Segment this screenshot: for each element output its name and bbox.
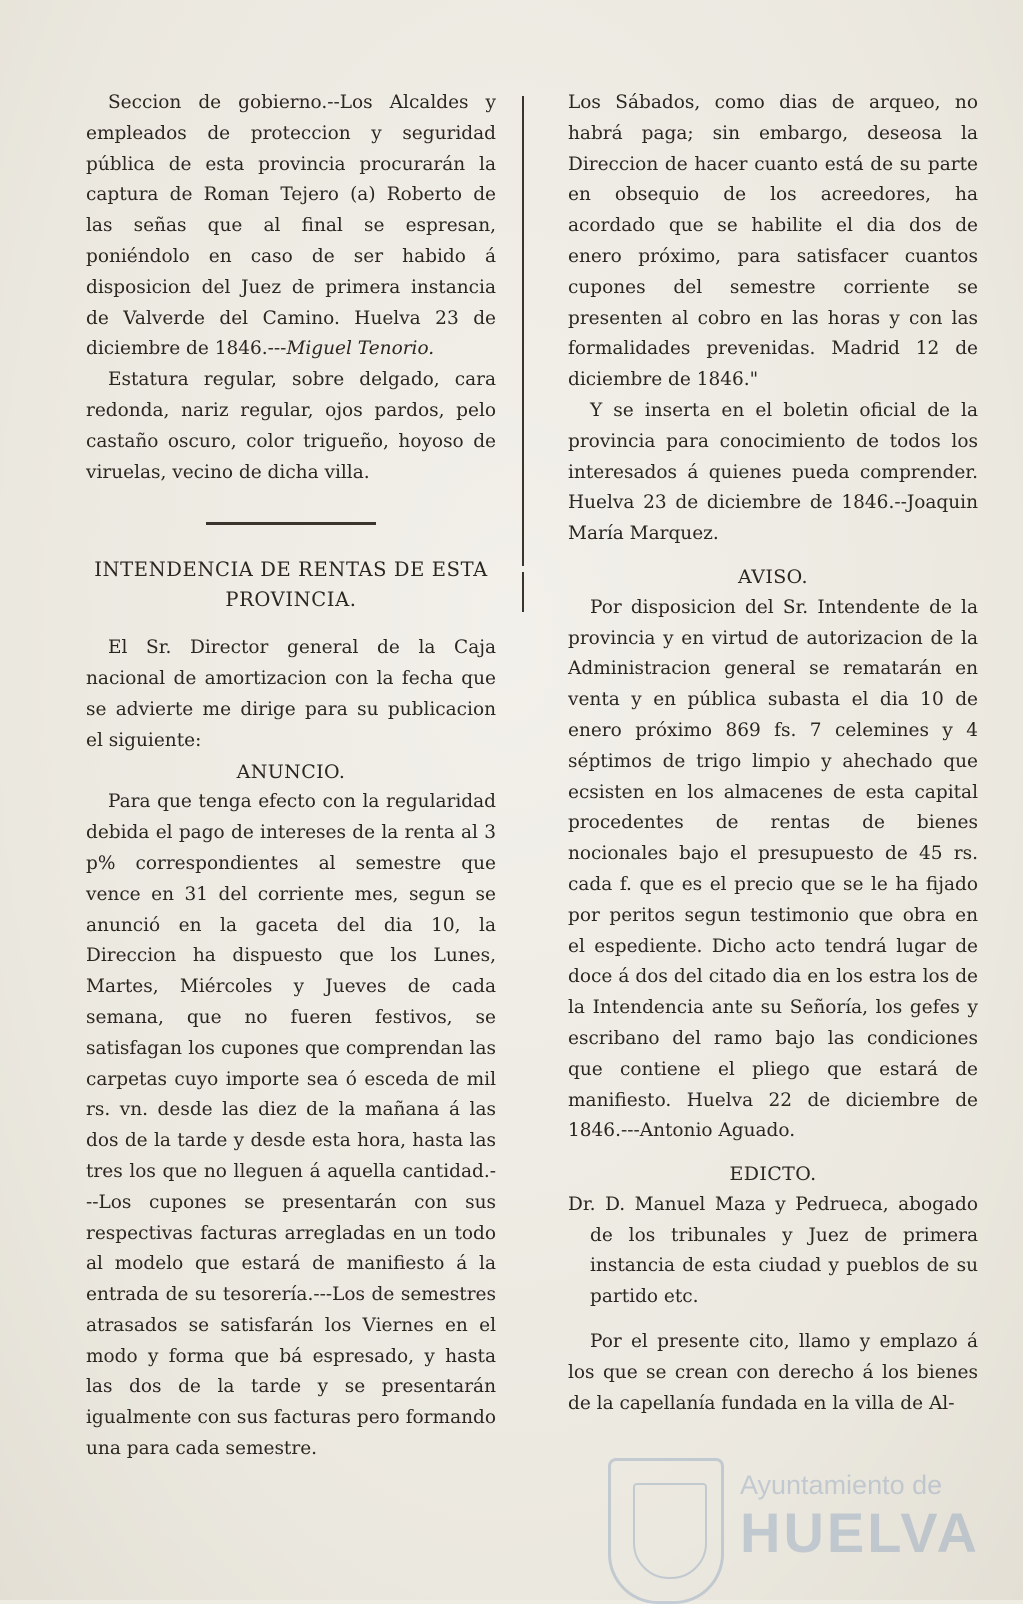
- right-column: [568, 88, 978, 1419]
- anuncio-body: Para que tenga efecto con la regularidad debida el pago de intereses de la renta al 3 p% correspondientes al semestre que vence en 31 del corriente mes, segun se anunció en la gaceta del dia 10, la Direccion ha dispuesto que los Lunes, Martes, Miércoles y Jueves de cada semana, que no fueren festivos, se satisfagan los cupones que comprendan las carpetas cuyo importe sea ó esceda de mil rs. vn. desde las diez de la mañana á las dos de la tarde y desde esta hora, hasta las tres los que no lleguen á aquella cantidad.---Los cupones se presentarán con sus respectivas facturas arregladas en un todo al modelo que estará de manifiesto á la entrada de su tesorería.---Los de semestres atrasados se satisfarán los Viernes en el modo y forma que bá espresado, y hasta las dos de la tarde y se presentarán igualmente con sus facturas pero formando una para cada semestre.: [86, 791, 496, 1460]
- section-heading-line1: INTENDENCIA DE RENTAS DE ESTA: [94, 558, 488, 582]
- signature-tenorio: Miguel Tenorio.: [286, 338, 435, 360]
- aviso-heading: AVISO.: [738, 565, 808, 588]
- notice-gobierno-text: Seccion de gobierno.--Los Alcaldes y empleados de proteccion y seguridad pública de esta provincia procurarán la captura de Roman Tejero (a) Roberto de las señas que al final se espresan, poniéndolo en caso de ser habido á disposicion del Juez de primera instancia de Valverde del Camino. Huelva 23 de diciembre de 1846.---: [86, 92, 496, 360]
- shield-icon: [608, 1458, 724, 1604]
- column-divider-top: [522, 96, 524, 566]
- edicto-heading: EDICTO.: [729, 1163, 817, 1186]
- edicto-judge: Dr. D. Manuel Maza y Pedrueca, abogado de los tribunales y Juez de primera instancia de esta ciudad y pueblos de su partido etc.: [568, 1193, 978, 1308]
- anuncio-continuation: Los Sábados, como dias de arqueo, no habrá paga; sin embargo, deseosa la Direccion de hacer cuanto está de su parte en obsequio de los acreedores, ha acordado que se habilite el dia dos de enero próximo, para satisfacer cuantos cupones del semestre corriente se presenten al cobro en las horas y con las formalidades prevenidas. Madrid 12 de diciembre de 1846.": [568, 92, 978, 391]
- description-paragraph: Estatura regular, sobre delgado, cara redonda, nariz regular, ojos pardos, pelo castaño oscuro, color trigueño, hoyoso de viruelas, vecino de dicha villa.: [86, 369, 496, 483]
- column-divider-short: [522, 572, 524, 612]
- watermark-text-small: Ayuntamiento de: [740, 1470, 943, 1500]
- edicto-body: Por el presente cito, llamo y emplazo á los que se crean con derecho á los bienes de la capellanía fundada en la villa de Al-: [568, 1331, 978, 1414]
- aviso-body: Por disposicion del Sr. Intendente de la provincia y en virtud de autorizacion de la Administracion general se rematarán en venta y en pública subasta el dia 10 de enero próximo 869 fs. 7 celemines y 4 séptimos de trigo limpio y ahechado que ecsisten en los almacenes de esta capital procedentes de rentas de bienes nocionales bajo el presupuesto de 45 rs. cada f. que es el precio que se le ha fijado por peritos segun testimonio que obra en el espediente. Dicho acto tendrá lugar de doce á dos del citado dia en los estra los de la Intendencia ante su Señoría, los gefes y escribano del ramo bajo las condiciones que contiene el pliego que estará de manifiesto. Huelva 22 de diciembre de 1846.---Antonio Aguado.: [568, 596, 978, 1142]
- anuncio-heading: ANUNCIO.: [236, 760, 346, 783]
- insertion-paragraph: Y se inserta en el boletin oficial de la provincia para conocimiento de todos los interesados á quienes pueda comprender. Huelva 23 de diciembre de 1846.--Joaquin María Marquez.: [568, 399, 978, 545]
- intro-paragraph: El Sr. Director general de la Caja nacional de amortizacion con la fecha que se advierte me dirige para su publicacion el siguiente:: [86, 637, 496, 751]
- watermark-text-big: HUELVA: [740, 1501, 980, 1564]
- watermark: [600, 1450, 980, 1564]
- section-rule: [206, 522, 376, 525]
- left-column: [86, 88, 496, 1465]
- section-heading-line2: PROVINCIA.: [225, 588, 357, 612]
- notice-gobierno: [86, 88, 496, 365]
